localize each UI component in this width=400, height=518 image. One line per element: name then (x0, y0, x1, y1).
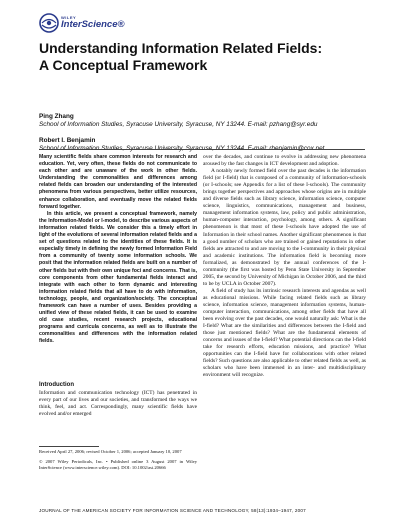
logo-wiley-text: WILEY (61, 15, 77, 21)
introduction-paragraph: Information and communication technology (ICT) has penetrated in every part of our lives and our societies, and transformed the ways we think, feel, and act. Correspondingly, many scientific fields have evolved and/or emerged (39, 390, 197, 418)
author-name: Robert I. Benjamin (39, 137, 96, 144)
title-line-1: Understanding Information Related Fields: (39, 40, 323, 56)
author-affiliation: School of Information Studies, Syracuse University, Syracuse, NY 13244. E-mail: rbenjamin@cox.net (39, 145, 325, 152)
title-line-2: A Conceptual Framework (39, 56, 208, 73)
author-block-2 (39, 137, 369, 153)
introduction-section (39, 382, 197, 418)
wiley-globe-icon (39, 13, 59, 33)
author-name: Ping Zhang (39, 113, 74, 120)
logo-interscience-text: InterScience® (61, 19, 125, 31)
journal-footer: JOURNAL OF THE AMERICAN SOCIETY FOR INFORMATION SCIENCE AND TECHNOLOGY, 58(13):1934–1947, 2007 (39, 508, 306, 513)
header-divider (39, 149, 365, 150)
footnotes (39, 446, 197, 471)
section-heading-introduction: Introduction (39, 382, 74, 388)
paper-title (39, 40, 369, 73)
body-paragraph: A field of study has its intrinsic research interests and agendas as well as educational missions. While facing related fields such as library science, information science, management information systems, human-computer interaction, communications, among other fields that have all been evolving over the past decades, one would naturally ask: What is the I-field? What are the similarities and differences between the I-field and those just mentioned fields? What are the fundamental elements of concerns and issues of the I-field? What potential directions can the I-field take for research efforts, education missions, and practice? What opportunities can the I-field have for collaborations with other related fields? Such questions are also applicable to other related fields as well, as scholars who have been immersed in an inter- and multidisciplinary environment will recognize. (203, 287, 366, 379)
left-column (39, 154, 197, 346)
body-paragraph: over the decades, and continue to evolve in addressing new phenomena aroused by the fast changes in ICT development and adoption. (203, 154, 366, 168)
footnote-divider (39, 446, 99, 447)
received-dates-note: Received April 27, 2006; revised October 1, 2006; accepted January 10, 2007 (39, 449, 182, 454)
author-block-1 (39, 113, 369, 129)
body-paragraph: A notably newly formed field over the past decades is the information field (or I-field) that is composed of a community of information-schools (or I-schools; see Appendix for a list of these I-schools). The community brings together perspectives and approaches whose origins are in multiple and diverse fields such as library science, information science, computer science, linguistics, communications, management and business, management information systems, law, policy and public administration, human-computer interaction, psychology, among others. A significant phenomenon is that most of these I-schools have adopted the use of Information in their school names. Another significant phenomenon is that a good number of scholars who are trained or gained reputations in other fields are attracted to and are moving to the I-community in their physical and academic institutions. The information field is becoming more formalized, as demonstrated by the annual conferences of the I-community (the first was hosted by Penn State University in September 2005, the second by University of Michigan in October 2006, and the third to be by UCLA in October 2007). (203, 168, 366, 287)
publisher-logo (39, 13, 125, 33)
abstract-paragraph: Many scientific fields share common interests for research and education. Yet, very often, these fields do not communicate to each other and are unaware of the work in other fields. Understanding the commonalities and differences among related fields can broaden our understanding of the interested phenomena from various perspectives, better utilize resources, enhance collaboration, and eventually move the related fields forward together. (39, 154, 197, 210)
abstract-paragraph: In this article, we present a conceptual framework, namely the Information-Model or I-model, to describe various aspects of information related fields. We consider this a timely effort in light of the evolutions of several information related fields and a set of questions related to the identities of these fields. It is especially timely in defining the newly formed Information Field from a community of twenty some information schools. We posit that the information related fields are built on a number of other fields but with their own unique foci and concerns. That is, core components from other fundamental fields interact and integrate with each other to form dynamic and interesting information related fields that all have to do with information, technology, people, and organization/society. The conceptual framework can have a number of uses. Besides providing a unified view of these related fields, it can be used to examine old case studies, recent research projects, educational programs and curricula concerns, as well as to illustrate the commonalities and differences with the information related fields. (39, 210, 197, 345)
author-affiliation: School of Information Studies, Syracuse University, Syracuse, NY 13244. E-mail: pzhang@syr.edu (39, 121, 318, 128)
right-column (203, 154, 366, 380)
copyright-note: © 2007 Wiley Periodicals, Inc. • Published online 3 August 2007 in Wiley InterScience (www.interscience.wiley.com). DOI: 10.1002/asi.20666 (39, 459, 197, 470)
